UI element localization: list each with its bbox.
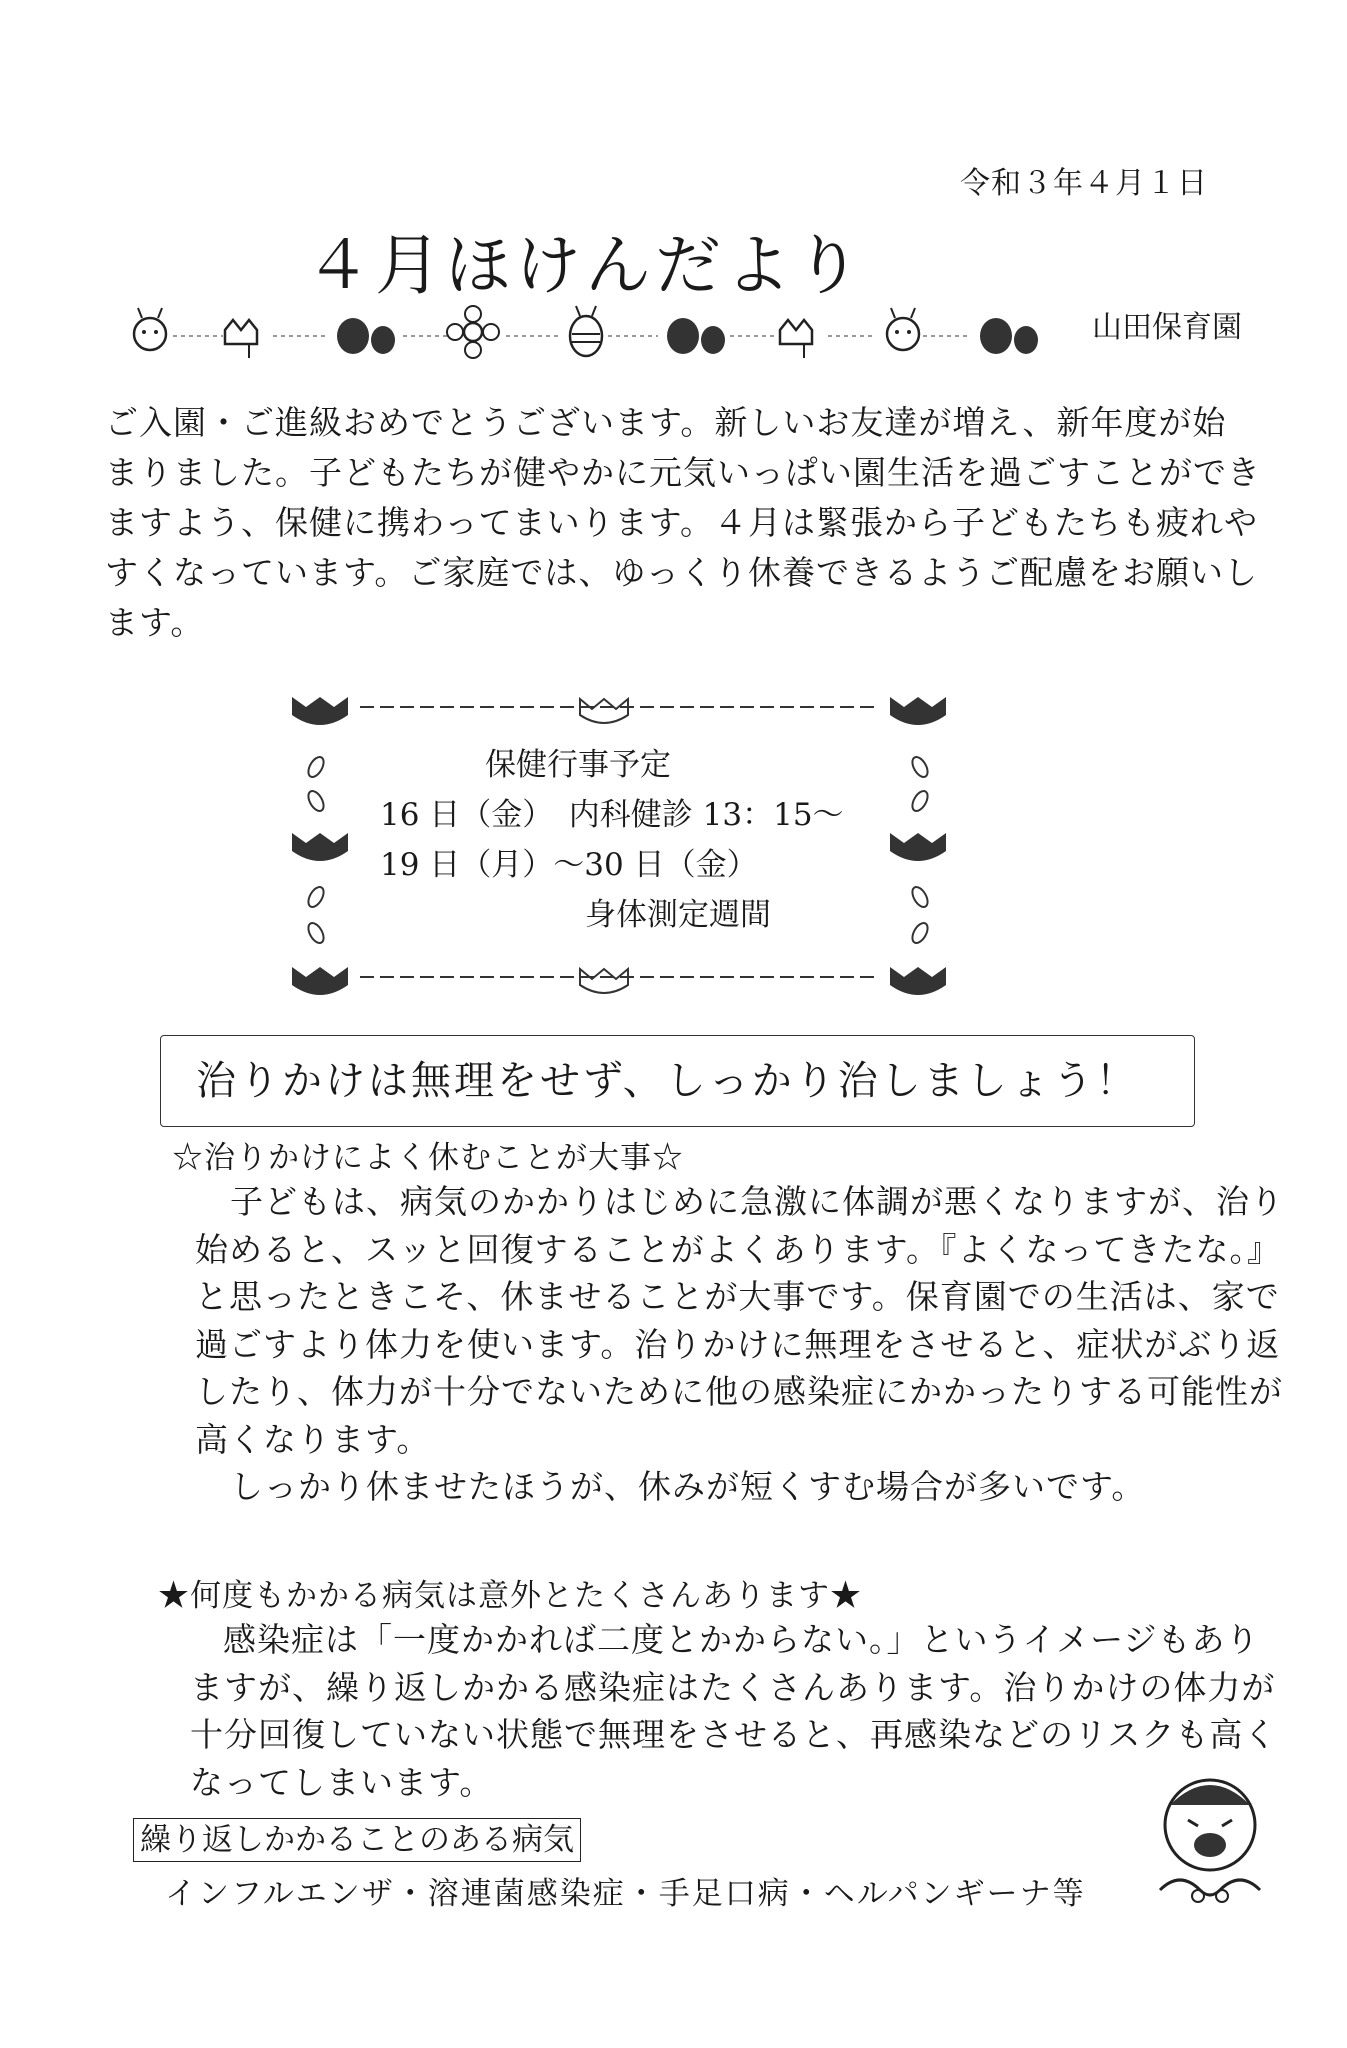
issue-date: 令和３年４月１日: [960, 166, 1208, 201]
coughing-child-icon: [1150, 1770, 1270, 1920]
intro-line: ますよう、保健に携わってまいります。４月は緊張から子どもたちも疲れや: [105, 503, 1259, 542]
strawberry-icon: [667, 318, 725, 354]
school-name: 山田保育園: [1092, 310, 1242, 345]
section1-line: 子どもは、病気のかかりはじめに急激に体調が悪くなりますが、治り: [230, 1182, 1284, 1221]
bug-icon: [134, 308, 166, 350]
intro-line: まりました。子どもたちが健やかに元気いっぱい園生活を過ごすことができ: [105, 453, 1261, 492]
section1-line: したり、体力が十分でないために他の感染症にかかったりする可能性が: [195, 1372, 1283, 1411]
section2-line: なってしまいます。: [190, 1762, 494, 1802]
section1-heading: ☆治りかけによく休むことが大事☆: [172, 1140, 684, 1176]
tulip-icon: [225, 320, 257, 358]
section2-heading: ★何度もかかる病気は意外とたくさんあります★: [158, 1578, 862, 1614]
tulip-icon: [580, 699, 628, 723]
intro-paragraph: [105, 398, 1295, 648]
tulip-icon: [580, 969, 628, 993]
tulip-icon: [292, 967, 348, 995]
section1-line: 高くなります。: [195, 1419, 431, 1459]
tulip-icon: [292, 833, 348, 861]
diseases-label: 繰り返しかかることのある病気: [133, 1818, 581, 1862]
bee-icon: [570, 306, 602, 356]
schedule-content: [380, 740, 844, 940]
diseases-list: インフルエンザ・溶連菌感染症・手足口病・ヘルパンギーナ等: [165, 1876, 1086, 1912]
section2-line: 感染症は「一度かかれば二度とかからない。」というイメージもあり: [223, 1620, 1260, 1659]
strawberry-icon: [337, 318, 395, 354]
intro-line: ご入園・ご進級おめでとうございます。新しいお友達が増え、新年度が始: [105, 403, 1227, 442]
flower-icon: [447, 306, 499, 358]
headline-banner: 治りかけは無理をせず、しっかり治しましょう！: [160, 1035, 1195, 1127]
section1-body: [195, 1178, 1315, 1511]
tulip-icon: [890, 697, 946, 725]
intro-line: すくなっています。ご家庭では、ゆっくり休養できるようご配慮をお願いし: [105, 553, 1259, 592]
newsletter-title: ４月ほけんだより: [305, 227, 865, 304]
section2-body: [190, 1616, 1310, 1806]
tulip-icon: [890, 833, 946, 861]
section2-line: 十分回復していない状態で無理をさせると、再感染などのリスクも高く: [190, 1715, 1278, 1754]
intro-line: ます。: [105, 603, 205, 642]
bug-icon: [887, 308, 919, 350]
section1-line: と思ったときこそ、休ませることが大事です。保育園での生活は、家で: [195, 1277, 1280, 1316]
tulip-icon: [890, 967, 946, 995]
schedule-line: 16 日（金） 内科健診 13：15～: [380, 797, 844, 833]
schedule-line: 19 日（月）～30 日（金）: [380, 847, 758, 883]
tulip-icon: [780, 320, 812, 358]
strawberry-icon: [980, 318, 1038, 354]
section1-line: しっかり休ませたほうが、休みが短くすむ場合が多いです。: [230, 1467, 1146, 1506]
schedule-title: 保健行事予定: [485, 747, 671, 783]
decorative-border-row: [128, 300, 1068, 360]
section2-line: ますが、繰り返しかかる感染症はたくさんあります。治りかけの体力が: [190, 1667, 1276, 1707]
schedule-line: 身体測定週間: [585, 897, 771, 933]
section1-line: 始めると、スッと回復することがよくあります。『よくなってきたな。』: [195, 1229, 1282, 1269]
section1-line: 過ごすより体力を使います。治りかけに無理をさせると、症状がぶり返: [195, 1324, 1281, 1364]
tulip-icon: [292, 697, 348, 725]
